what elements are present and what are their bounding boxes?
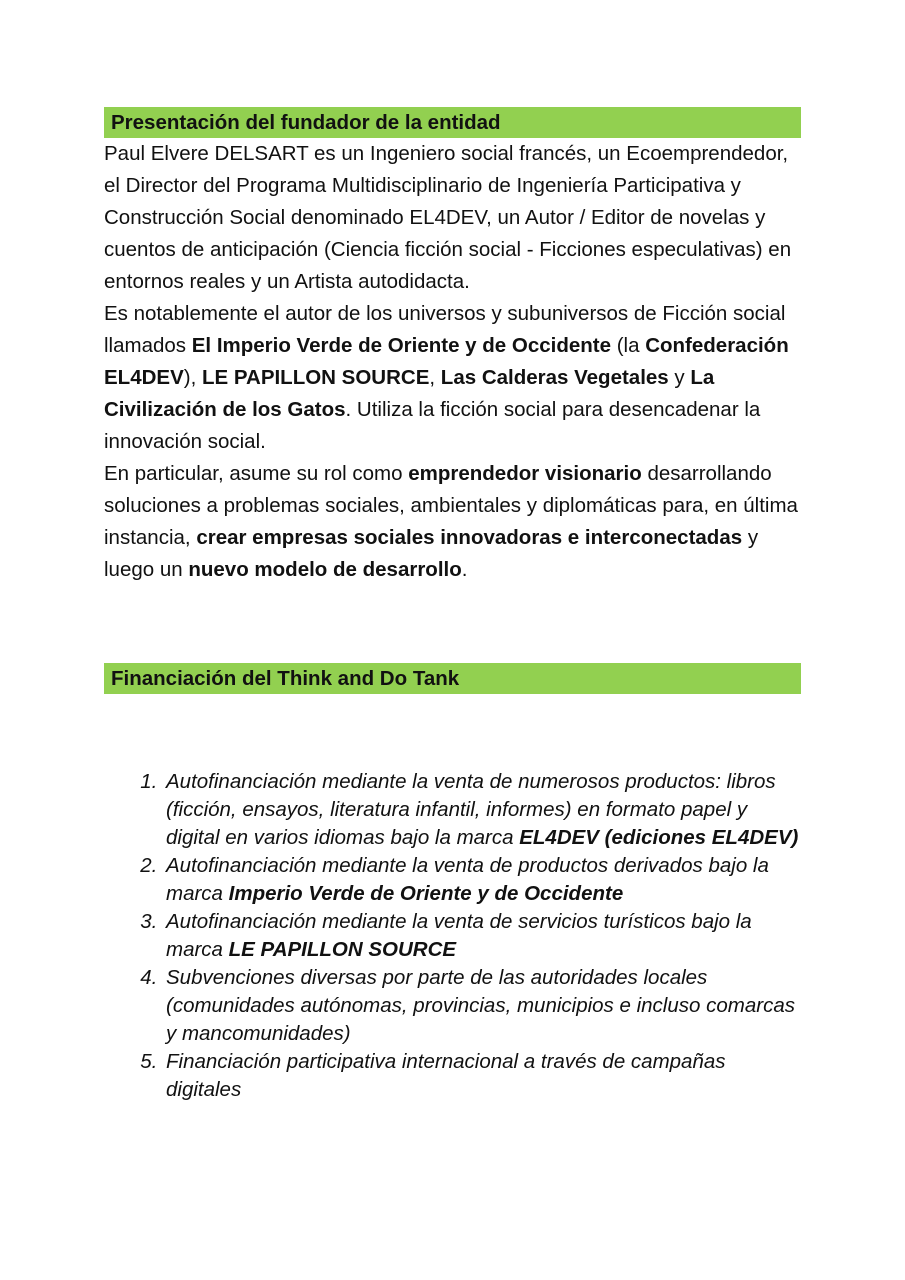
text-run: Autofinanciación mediante la venta de productos derivados bajo la marca <box>166 854 769 905</box>
bold-text-run: nuevo modelo de desarrollo <box>188 558 462 581</box>
text-run: y <box>668 366 691 389</box>
section-header-funding <box>104 663 801 694</box>
bold-text-run: Imperio Verde de Oriente y de Occidente <box>228 882 624 905</box>
text-run: , <box>429 366 441 389</box>
bold-text-run: Confederación EL4DEV <box>104 334 789 389</box>
text-run: (la <box>611 334 646 357</box>
text-run: ), <box>183 366 202 389</box>
list-item <box>163 908 801 964</box>
section-header-funding-text: Financiación del Think and Do Tank <box>111 666 460 690</box>
founder-paragraph-2 <box>104 298 801 458</box>
bold-text-run: LE PAPILLON SOURCE <box>201 366 430 389</box>
list-item <box>163 964 801 1048</box>
bold-text-run: La Civilización de los Gatos <box>104 366 715 421</box>
text-run: Subvenciones diversas por parte de las autoridades locales (comunidades autónomas, provincias, municipios e incluso comarcas y mancomunidades) <box>166 966 795 1045</box>
list-item <box>163 852 801 908</box>
bold-text-run: LE PAPILLON SOURCE <box>228 938 457 961</box>
list-item <box>163 768 801 852</box>
text-run: Es notablemente el autor de los universos y subuniversos de Ficción social llamados <box>104 302 786 357</box>
text-run: . <box>461 558 468 581</box>
section-header-founder <box>104 107 801 138</box>
funding-list <box>104 768 801 1104</box>
bold-text-run: EL4DEV (ediciones EL4DEV) <box>519 826 799 849</box>
text-run: Autofinanciación mediante la venta de servicios turísticos bajo la marca <box>166 910 752 961</box>
bold-text-run: crear empresas sociales innovadoras e interconectadas <box>196 526 743 549</box>
list-item <box>163 1048 801 1104</box>
section-header-founder-text: Presentación del fundador de la entidad <box>111 110 501 134</box>
text-run: Autofinanciación mediante la venta de numerosos productos: libros (ficción, ensayos, literatura infantil, informes) en formato papel y digital en varios idiomas bajo la marca <box>166 770 776 849</box>
page-content <box>104 107 801 1104</box>
bold-text-run: emprendedor visionario <box>408 462 642 485</box>
text-run: Financiación participativa internacional a través de campañas digitales <box>166 1050 726 1101</box>
text-run: . Utiliza la ficción social para desencadenar la innovación social. <box>104 398 761 453</box>
bold-text-run: Las Calderas Vegetales <box>440 366 669 389</box>
bold-text-run: El Imperio Verde de Oriente y de Occidente <box>191 334 612 357</box>
text-run: En particular, asume su rol como <box>104 462 409 485</box>
text-run: Paul Elvere DELSART es un Ingeniero social francés, un Ecoemprendedor, el Director del Programa Multidisciplinario de Ingeniería Participativa y Construcción Social denominado EL4DEV, un Autor / Editor de novelas y cuentos de anticipación (Ciencia ficción social - Ficciones especulativas) en entornos reales y un Artista autodidacta. <box>104 142 792 293</box>
text-run: y luego un <box>104 526 759 581</box>
founder-paragraph-3 <box>104 458 801 586</box>
founder-paragraph-1 <box>104 138 801 298</box>
text-run: desarrollando soluciones a problemas sociales, ambientales y diplomáticas para, en última instancia, <box>104 462 798 549</box>
